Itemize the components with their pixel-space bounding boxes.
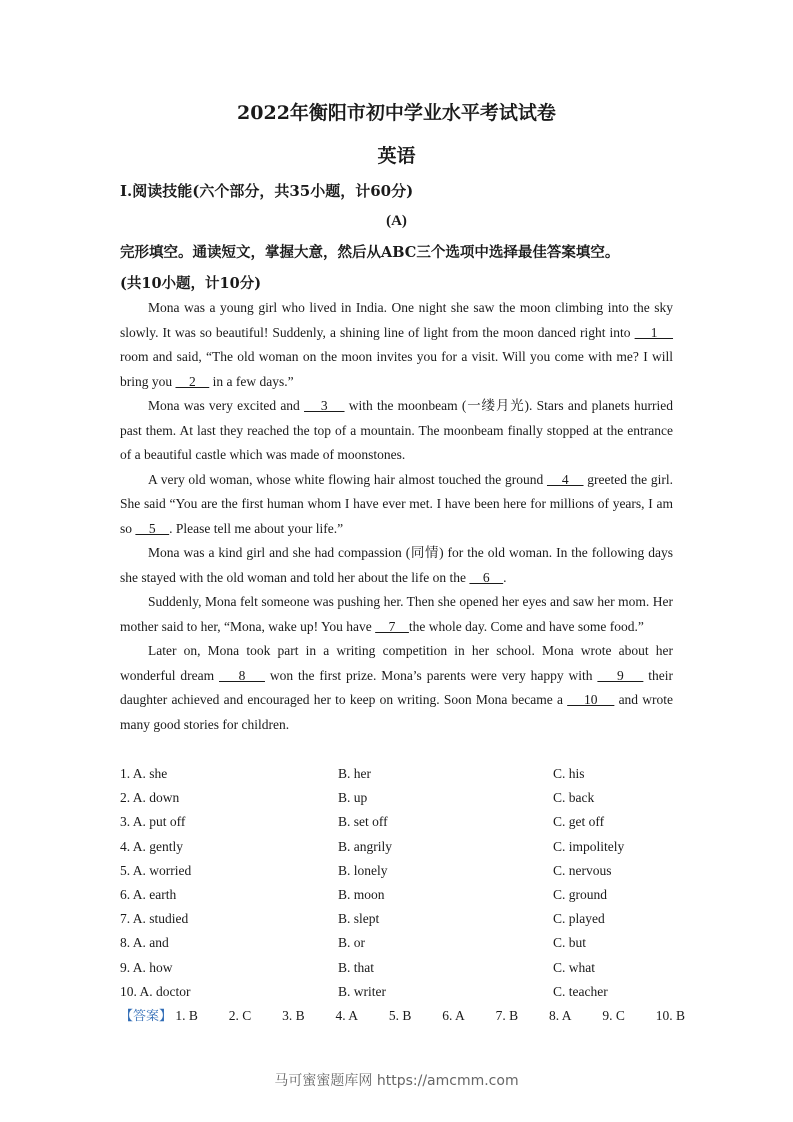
option-a: 10. A. doctor — [120, 983, 191, 999]
option-c: C. his — [553, 766, 585, 781]
passage-paragraph-1 — [120, 296, 673, 394]
blank-1: 1 — [634, 324, 674, 340]
answer-item: 5. B — [388, 1008, 412, 1023]
blank-2: 2 — [175, 373, 210, 389]
answer-item: 4. A — [335, 1008, 359, 1023]
option-c: C. back — [553, 790, 595, 806]
option-b: B. angrily — [338, 838, 392, 854]
option-row — [120, 956, 680, 980]
part-label: (A) — [386, 213, 407, 229]
option-b: B. set off — [338, 814, 388, 830]
answer-item: 1. B — [175, 1008, 198, 1023]
passage-paragraph-6 — [120, 639, 673, 737]
passage-paragraph-5 — [120, 590, 673, 639]
option-a: 8. A. and — [120, 935, 169, 951]
option-row — [120, 810, 680, 834]
text-segment: A very old woman, whose white flowing hair almost touched the ground — [148, 471, 547, 487]
text-segment: their daughter achieved and encouraged her to keep on writing. Soon Mona became a — [120, 667, 673, 707]
option-row — [120, 980, 680, 1004]
answer-item: 2. C — [228, 1008, 252, 1023]
option-row — [120, 931, 680, 955]
text-segment: with the moonbeam (一缕月光). Stars and planets hurried past them. At last they reached the top of a mountain. The moonbeam finally stopped at the entrance of a beautiful castle which was made of moonstones. — [120, 398, 674, 462]
option-row — [120, 859, 680, 883]
answer-item: 7. B — [495, 1008, 519, 1023]
answer-item: 10. B — [655, 1008, 686, 1023]
option-c: C. teacher — [553, 983, 608, 999]
blank-9: 9 — [597, 667, 644, 683]
blank-5: 5 — [135, 520, 170, 536]
text-segment: Mona was a young girl who lived in India. One night she saw the moon climbing into the sky slowly. It was so beautiful! Suddenly, a shining line of light from the moon danced right into — [120, 300, 673, 340]
blank-8: 8 — [219, 667, 265, 683]
text-segment: . — [503, 569, 507, 585]
option-row — [120, 883, 680, 907]
text-segment: Suddenly, Mona felt someone was pushing her. Then she opened her eyes and saw her mom. Her mother said to her, “Mona, wake up! You have — [120, 594, 673, 634]
exam-title: 2022年衡阳市初中学业水平考试试卷 — [237, 102, 556, 124]
option-b: B. her — [338, 766, 371, 781]
answer-item: 8. A — [549, 1008, 572, 1023]
answer-options — [120, 762, 680, 1004]
text-segment: in a few days.” — [209, 373, 294, 389]
option-c: C. impolitely — [553, 838, 625, 854]
option-b: B. writer — [338, 983, 386, 999]
text-segment: Later on, Mona took part in a writing competition in her school. Mona wrote about her wonderful dream — [120, 643, 673, 683]
text-segment: . Please tell me about your life.” — [169, 520, 344, 536]
subject-heading: 英语 — [377, 145, 416, 167]
option-a: 7. A. studied — [120, 911, 189, 927]
option-a: 5. A. worried — [120, 862, 192, 878]
text-segment: and wrote many good stories for children. — [120, 692, 674, 732]
option-a: 3. A. put off — [120, 814, 186, 830]
option-a: 1. A. she — [120, 766, 168, 781]
answer-item: 3. B — [282, 1008, 305, 1023]
answer-item: 6. A — [442, 1008, 465, 1023]
option-c: C. ground — [553, 886, 607, 902]
instruction-line-1: 完形填空。通读短文，掌握大意，然后从ABC三个选项中选择最佳答案填空。 — [120, 244, 620, 261]
blank-6: 6 — [469, 569, 504, 585]
blank-10: 10 — [567, 692, 615, 707]
option-c: C. nervous — [553, 862, 612, 878]
answer-label: 【答案】 — [120, 1009, 173, 1024]
footer-watermark: 马可蜜蜜题库网 https://amcmm.com — [274, 1073, 519, 1089]
blank-4: 4 — [546, 471, 584, 487]
option-a: 2. A. down — [120, 790, 180, 806]
passage-paragraph-3 — [120, 468, 673, 542]
option-row — [120, 786, 680, 810]
passage-paragraph-4 — [120, 541, 673, 590]
option-c: C. what — [553, 959, 595, 975]
option-row — [120, 762, 680, 786]
answer-key — [120, 1004, 686, 1029]
option-c: C. but — [553, 935, 587, 951]
answer-item: 9. C — [602, 1008, 625, 1023]
option-b: B. slept — [338, 911, 380, 927]
option-a: 6. A. earth — [120, 886, 177, 902]
option-c: C. get off — [553, 814, 605, 830]
text-segment: won the first prize. Mona’s parents were very happy with — [264, 667, 598, 683]
option-b: B. that — [338, 959, 374, 975]
text-segment: room and said, “The old woman on the moon invites you for a visit. Will you come with me? I will bring you — [120, 349, 673, 389]
option-b: B. moon — [338, 886, 385, 902]
option-row — [120, 835, 680, 859]
blank-3: 3 — [304, 398, 345, 413]
option-b: B. or — [338, 935, 365, 951]
option-c: C. played — [553, 911, 605, 927]
option-a: 4. A. gently — [120, 838, 183, 854]
option-a: 9. A. how — [120, 959, 173, 975]
text-segment: Mona was very excited and — [148, 398, 305, 413]
blank-7: 7 — [375, 618, 409, 634]
instruction-line-2: (共10小题，计10分) — [120, 275, 262, 292]
option-b: B. up — [338, 790, 368, 806]
section-heading: I.阅读技能(六个部分，共35小题，计60分) — [120, 182, 414, 200]
passage-paragraph-2 — [120, 394, 673, 468]
text-segment: Mona was a kind girl and she had compassion (同情) for the old woman. In the following days she stayed with the old woman and told her about the life on the — [120, 545, 673, 585]
cloze-passage — [120, 296, 673, 737]
option-b: B. lonely — [338, 862, 388, 878]
text-segment: the whole day. Come and have some food.” — [408, 618, 644, 634]
instructions — [120, 237, 680, 299]
text-segment: greeted the girl. She said “You are the first human whom I have ever met. I have been here for millions of years, I am so — [120, 471, 674, 536]
option-row — [120, 907, 680, 931]
